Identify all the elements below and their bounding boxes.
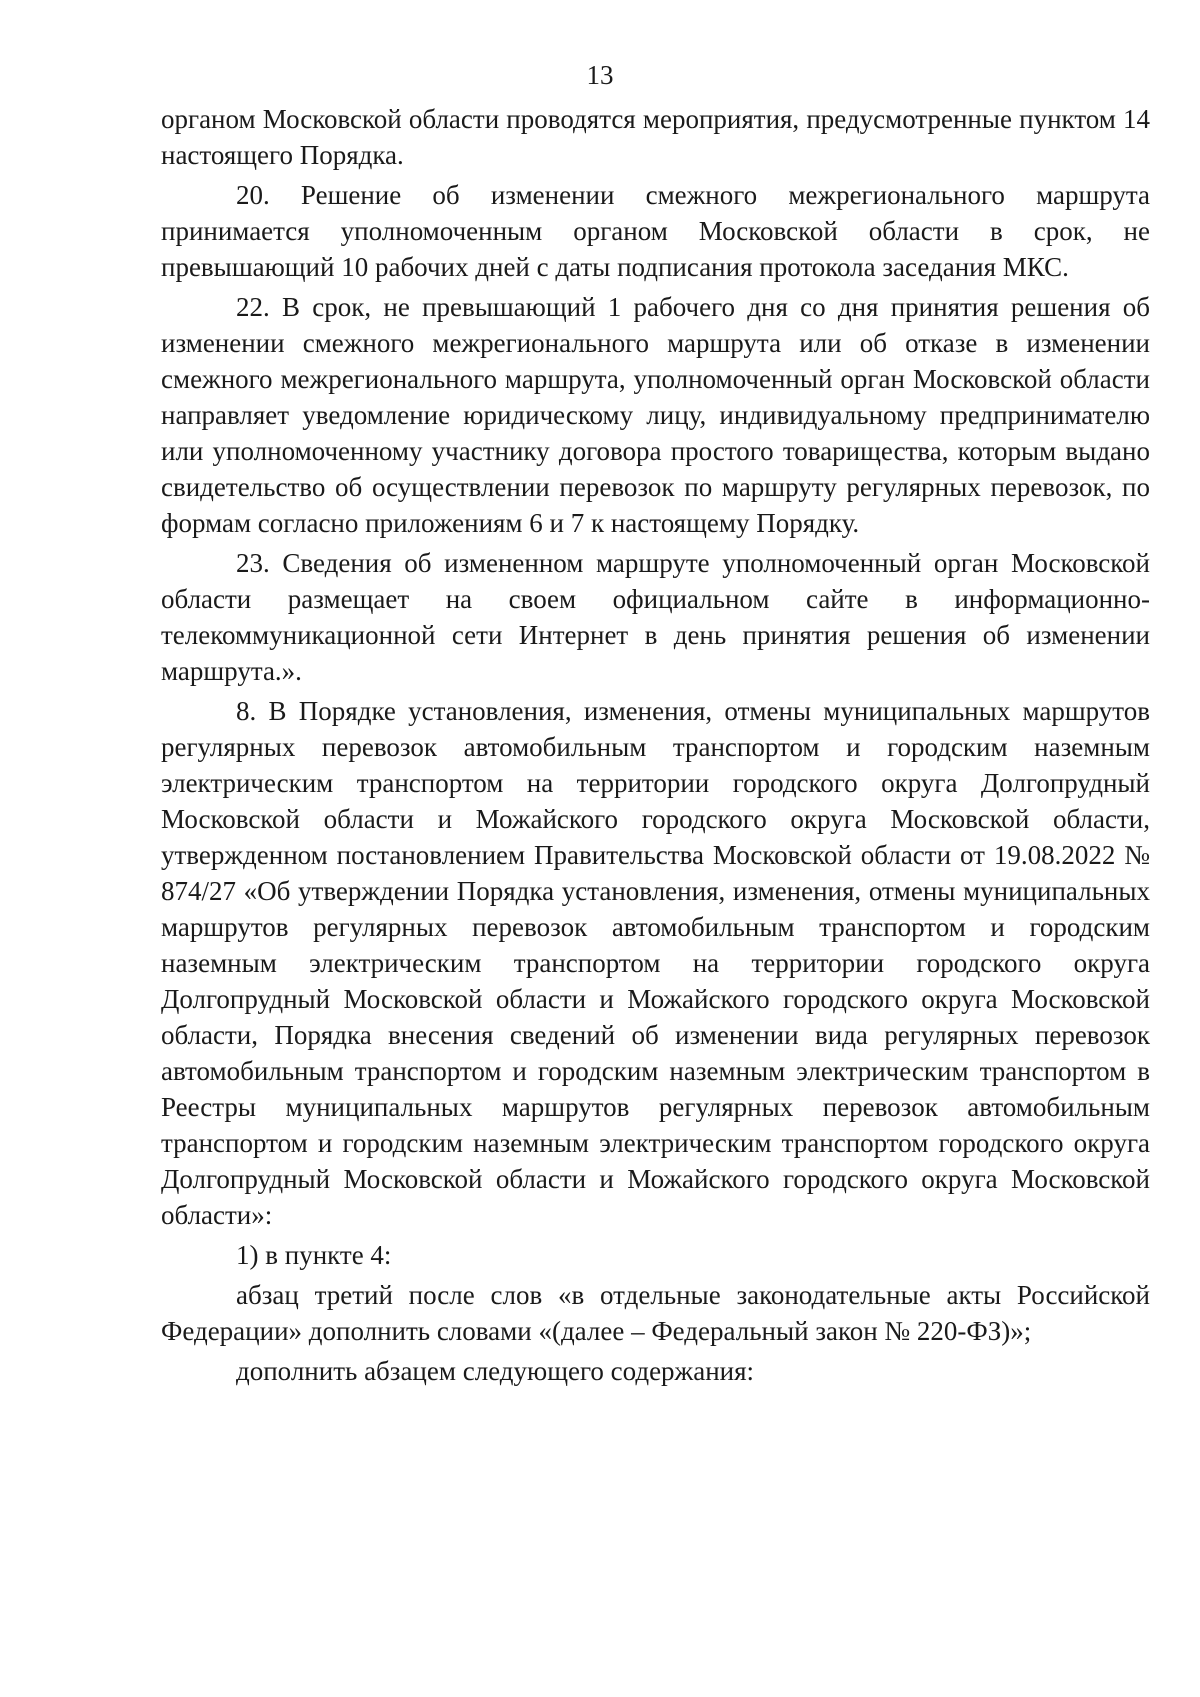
paragraph-paragraph-three-amendment: абзац третий после слов «в отдельные законодательные акты Российской Федерации» дополнить словами «(далее – Федеральный закон № 220-ФЗ)»; xyxy=(161,1280,1150,1346)
page-number: 13 xyxy=(586,60,614,90)
document-body xyxy=(161,101,1150,1389)
paragraph-item-8: 8. В Порядке установления, изменения, отмены муниципальных маршрутов регулярных перевозок автомобильным транспортом и городским наземным электрическим транспортом на территории городского округа Долгопрудный Московской области и Можайского городского округа Московской области, утвержденном постановлением Правительства Московской области от 19.08.2022 № 874/27 «Об утверждении Порядка установления, изменения, отмены муниципальных маршрутов регулярных перевозок автомобильным транспортом и городским наземным электрическим транспортом на территории городского округа Долгопрудный Московской области и Можайского городского округа Московской области, Порядка внесения сведений об изменении вида регулярных перевозок автомобильным транспортом и городским наземным электрическим транспортом в Реестры муниципальных маршрутов регулярных перевозок автомобильным транспортом и городским наземным электрическим транспортом городского округа Долгопрудный Московской области и Можайского городского округа Московской области»: xyxy=(161,696,1150,1230)
paragraph-item-22: 22. В срок, не превышающий 1 рабочего дня со дня принятия решения об изменении смежного межрегионального маршрута или об отказе в изменении смежного межрегионального маршрута, уполномоченный орган Московской области направляет уведомление юридическому лицу, индивидуальному предпринимателю или уполномоченному участнику договора простого товарищества, которым выдано свидетельство об осуществлении перевозок по маршруту регулярных перевозок, по формам согласно приложениям 6 и 7 к настоящему Порядку. xyxy=(161,292,1150,538)
paragraph-item-20: 20. Решение об изменении смежного межрегионального маршрута принимается уполномоченным органом Московской области в срок, не превышающий 10 рабочих дней с даты подписания протокола заседания МКС. xyxy=(161,180,1150,282)
paragraph-item-23: 23. Сведения об измененном маршруте уполномоченный орган Московской области размещает на своем официальном сайте в информационно-телекоммуникационной сети Интернет в день принятия решения об изменении маршрута.». xyxy=(161,548,1150,686)
paragraph-add-paragraph: дополнить абзацем следующего содержания: xyxy=(236,1356,755,1386)
paragraph-continuation: органом Московской области проводятся мероприятия, предусмотренные пунктом 14 настоящего Порядка. xyxy=(161,104,1150,170)
paragraph-subitem-1: 1) в пункте 4: xyxy=(236,1240,392,1270)
